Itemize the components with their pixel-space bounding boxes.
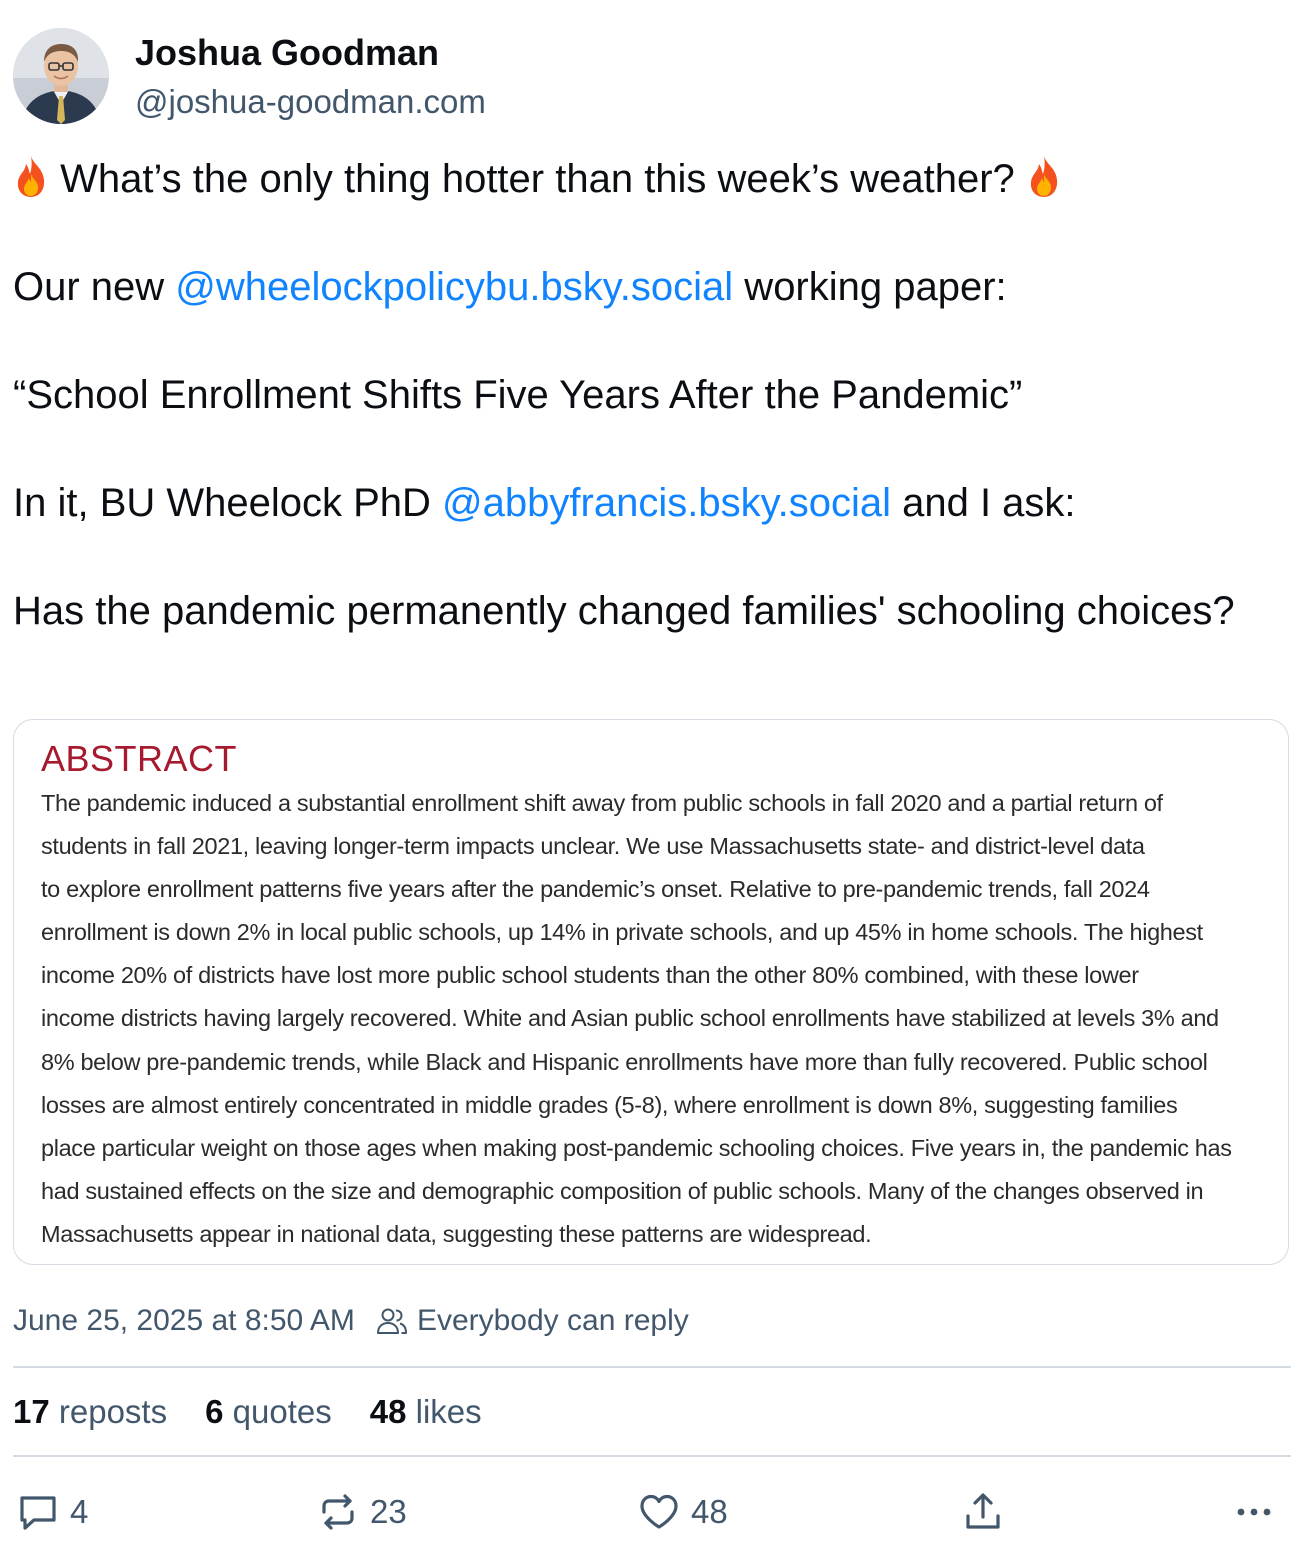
abstract-line: place particular weight on those ages when making post-pandemic schooling choices. Five years in, the pandemic has (41, 1134, 1232, 1161)
avatar-photo (13, 28, 109, 124)
post-line-5: Has the pandemic permanently changed families' schooling choices? (13, 589, 1235, 633)
share-upload-icon (961, 1490, 1005, 1534)
abstract-line: income districts having largely recovered. White and Asian public school enrollments have stabilized at levels 3% and (41, 1005, 1219, 1032)
fire-emoji-icon (1026, 154, 1062, 198)
repost-button[interactable] (316, 1488, 407, 1536)
abstract-line: income 20% of districts have lost more public school students than the other 80% combined, with these lower (41, 962, 1139, 989)
reposts-label: reposts (49, 1393, 168, 1430)
abstract-line: had sustained effects on the size and demographic composition of public schools. Many of the changes observed in (41, 1177, 1204, 1204)
post-meta (13, 1300, 689, 1342)
post-line-3: “School Enrollment Shifts Five Years After the Pandemic” (13, 373, 1023, 417)
post-line-2-prefix: Our new (13, 265, 176, 309)
like-count: 48 (691, 1493, 728, 1530)
post-line-4-suffix: and I ask: (890, 481, 1076, 525)
divider (13, 1455, 1291, 1457)
repost-count: 23 (370, 1493, 407, 1530)
quotes-stat[interactable] (205, 1393, 332, 1431)
more-options-button[interactable] (1232, 1488, 1286, 1536)
post-line-1 (13, 152, 1283, 206)
abstract-heading: ABSTRACT (41, 738, 238, 779)
divider (13, 1366, 1291, 1368)
abstract-line: The pandemic induced a substantial enrollment shift away from public schools in fall 2020 and a partial return of (41, 790, 1163, 816)
fire-emoji-icon (13, 154, 49, 198)
abstract-line: 8% below pre-pandemic trends, while Black and Hispanic enrollments have more than fully recovered. Public school (41, 1048, 1208, 1075)
quotes-count: 6 (205, 1393, 224, 1430)
heart-icon (637, 1490, 681, 1534)
abstract-line: enrollment is down 2% in local public schools, up 14% in private schools, and up 45% in home schools. The highest (41, 919, 1203, 946)
reposts-count: 17 (13, 1393, 50, 1430)
embedded-image[interactable] (13, 719, 1289, 1265)
quotes-label: quotes (223, 1393, 332, 1430)
people-icon (375, 1304, 409, 1338)
reposts-stat[interactable] (13, 1393, 167, 1431)
post-text (13, 152, 1283, 638)
like-button[interactable] (637, 1488, 728, 1536)
post-line-2-suffix: working paper: (733, 265, 1007, 309)
more-options-icon (1232, 1490, 1276, 1534)
author-name[interactable]: Joshua Goodman (135, 32, 440, 73)
mention-link-wheelockpolicybu[interactable]: @wheelockpolicybu.bsky.social (175, 265, 734, 309)
post-line-4-prefix: In it, BU Wheelock PhD (13, 481, 443, 525)
post-timestamp[interactable]: June 25, 2025 at 8:50 AM (13, 1304, 355, 1337)
likes-label: likes (406, 1393, 482, 1430)
likes-stat[interactable] (370, 1393, 482, 1431)
post-line-1-text: What’s the only thing hotter than this week’s weather? (60, 157, 1015, 201)
author-handle[interactable]: @joshua-goodman.com (135, 83, 486, 120)
abstract-line: losses are almost entirely concentrated in middle grades (5-8), where enrollment is down 8%, suggesting families (41, 1091, 1178, 1118)
engagement-stats (13, 1389, 520, 1435)
speech-bubble-icon (16, 1490, 60, 1534)
post-line-2 (13, 260, 1283, 314)
share-button[interactable] (961, 1488, 1015, 1536)
likes-count: 48 (369, 1393, 407, 1430)
abstract-line: students in fall 2021, leaving longer-term impacts unclear. We use Massachusetts state- and district-level data (41, 833, 1145, 860)
mention-link-abbyfrancis[interactable]: @abbyfrancis.bsky.social (442, 481, 891, 525)
repost-arrows-icon (316, 1490, 360, 1534)
abstract-body (41, 782, 1266, 1256)
reply-count: 4 (70, 1493, 89, 1530)
reply-button[interactable] (16, 1488, 88, 1536)
post-line-4 (13, 476, 1283, 530)
abstract-line: to explore enrollment patterns five years after the pandemic’s onset. Relative to pre-pandemic trends, fall 2024 (41, 876, 1150, 903)
abstract-line: Massachusetts appear in national data, suggesting these patterns are widespread. (41, 1220, 872, 1247)
reply-setting: Everybody can reply (416, 1304, 689, 1337)
author-avatar[interactable] (13, 28, 109, 124)
